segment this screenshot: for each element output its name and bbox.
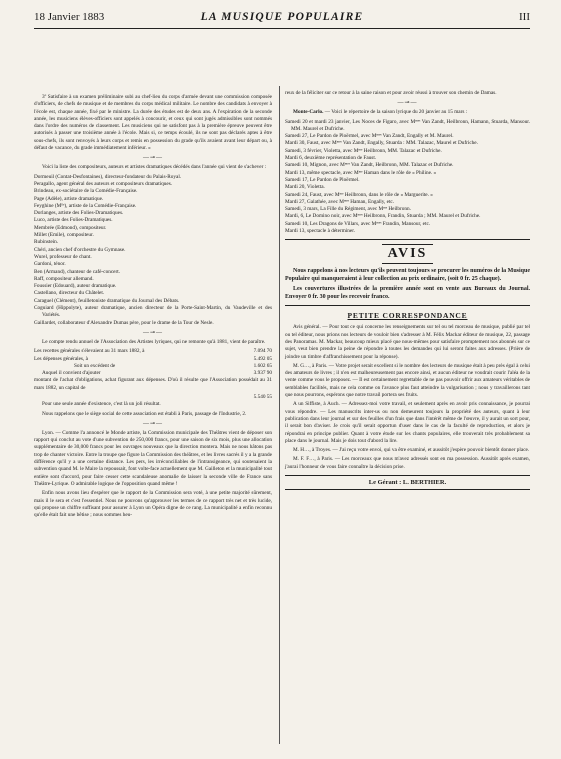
gerant-signature: Le Gérant : L. BERTHIER. [285,475,530,490]
list-item: Castellano, directeur du Châtelet. [34,290,105,297]
obituary-list [34,174,272,327]
list-item: Page (Adèle), artiste dramatique. [34,195,104,202]
account-label: Les dépenses générales, à [34,355,88,362]
account-label: Les recettes générales s'élevaient au 31 mars 1882, à [34,348,145,355]
page-header [34,8,530,29]
list-item: Mardi 13, spectacle à déterminer. [285,228,355,235]
repertoire-list [285,119,530,236]
paragraph: montant de l'achat d'obligations, achat figurant aux dépenses. D'où il résulte que l'Association possédait au 31 mars 1882, un capital de [34,377,272,391]
list-item: Gaillardet, collaborateur d'Alexandre Dumas père, pour le drame de la Tour de Nesle. [34,319,214,326]
account-line [34,356,272,363]
left-column [34,94,272,521]
section-rule [285,305,530,306]
account-label: Soit un excédent de [74,362,116,369]
account-line [34,394,272,401]
page-number: III [519,11,530,23]
list-item: Caraguel (Clément), feuilletoniste dramatique du Journal des Débats. [34,297,180,304]
list-item: Rubinstein. [34,239,59,246]
paragraph: Pour une seule année d'existence, c'est là un joli résultat. [42,401,161,408]
ornament-divider: —⊸— [142,155,164,162]
list-item: Mardi, 6, Le Domino noir, avec Mᵐᵉˢ Heilbronn, Frandin, Stuarda ; MM. Maurel et Dufriche. [285,213,481,220]
account-label: Auquel il convient d'ajouter [42,370,101,377]
correspondence-entry: A un Siffiste, à Auch. — Adressez-moi votre travail, et seulement après en avoir pris connaissance, je pourrai vous répondre. — Les manuscrits inter-us ou non demeurent toujours la propriété des auteurs, quant à leur publication dans leur journal et sur des feuilles d'un frais que dans l'intérêt même de l'œuvre, il y aurait un sort pour, il serait bon d'aviser. Je crois qu'il serait opportun d'user dans le cas de la faculté de reproduction, et alors je répondrai en principe publier. Quant à votre étude sur les chants populaires, elle trouverait très probablement sa place dans le journal. Mais je dois tout d'abord la lire. [285,401,530,444]
section-rule [285,239,530,240]
correspondence-heading: PETITE CORRESPONDANCE [347,311,468,321]
list-item: Feyghine (Mˡˡᵉ), artiste de la Comédie-Française. [34,202,137,209]
correspondence-entry: Avis général. — Pour tout ce qui concerne les renseignements sur tel ou tel morceau de musique, publié par tel ou tel éditeur, nous prions nos lecteurs de vouloir bien s'adresser à M. Félix Mackar éditeur de musique, 22, passage des Panoramas. M. Mackar, beaucoup mieux placé que nous-mêmes pour satisfaire promptement nos abonnés sur ce sujet, veut bien prendre la peine de répondre à toutes les demandes qui lui seront faites aux adresses. (Prière de joindre un timbre d'affranchissement pour la réponse). [285,324,530,360]
list-item: Samedi, 3 mars, La Fille du Régiment, avec Mᵐᵉ Heilbronn. [285,206,411,213]
list-item: Mardi 6, deuxième représentation de Faust. [285,155,377,162]
account-line [34,348,272,355]
list-item: Foussier (Edouard), auteur dramatique. [34,283,117,290]
account-value: 1.602 65 [253,362,272,369]
list-item: Dorlanges, artiste des Folies-Dramatiques. [34,210,124,217]
account-value: 7.094 70 [253,348,272,355]
section-title: Monte-Carlo. [293,109,324,116]
account-value: 3.937 90 [253,370,272,377]
list-item: Millet (Emile), compositeur. [34,232,94,239]
paragraph: Les couvertures illustrées de la première année sont en vente aux Bureaux du Journal. Envoyer 0 fr. 30 pour les recevoir franco. [285,286,530,301]
right-column [285,90,530,490]
list-item: Ben (Armand), chanteur de café-concert. [34,268,120,275]
list-item: Raff, compositeur allemand. [34,275,94,282]
list-item: Samedi, 3 février, Violetta, avec Mᵐᵉ Heilbronn, MM. Talazac et Dufriche. [285,147,442,154]
list-item: Mardi 13, même spectacle, avec Mᵐᵉ Haman dans le rôle de « Philine. » [285,169,437,176]
list-item: Samedi 27, Le Pardon de Ploërmel, avec Mᵐᵉˢ Van Zandt, Engally et M. Maurel. [285,133,454,140]
avis-heading: AVIS [285,244,530,264]
monte-carlo-intro: Monte-Carlo. — Voici le répertoire de la saison lyrique du 20 janvier au 15 mars : [293,109,468,116]
list-item: Samedi 10, Mignon, avec Mᵐᵉˢ Van Zandt, Heilbronn, MM. Talazac et Dufriche. [285,162,454,169]
paragraph: Lyon. — Comme l'a annoncé le Monde artiste, la Commission municipale des Théâtres vient de déposer son rapport qui conclut au vote d'une subvention de 250,000 francs, pour une saison de six mois, plus une allocation supplémentaire de 30,000 francs pour les ouvrages nouveaux que la direction montera. Mais ne nous hâtons pas trop de chanter victoire. Entre la troupe que figure la Commission des théâtres, et les livres sacrés il y a la grande différence qu'il y a une certaine distance. Les pers, les irréconciliables de l'intransigeance, qui soutenaient la subvention quand M. le Maire la repoussait, font volte-face actuellement que M. Gailleton et la municipalité tout entière sont d'accord, pour faire cesser cette scandaleuse anomalie de laisser la seconde ville de France sans Théâtre-Lyrique. O admirable logique de l'opposition quand même ! [34,429,272,487]
paragraph: Le compte rendu annuel de l'Association des Artistes lyriques, qui ne remonte qu'à 1881, vient de paraître. [42,338,266,345]
paragraph: Enfin nous avons lieu d'espérer que le rapport de la Commission sera voté, à une petite majorité sûrement, mais il le sera et c'est l'essentiel. Nous ne pouvons qu'approuver les termes de ce rapport très net et très lucide, qui propose un chiffre suffisant pour assurer à Lyon un Opéra digne de ce rang. La municipalité a enfin reconnu qu'elle était fait une bêtise ; nous sommes heu- [34,490,272,519]
list-item: Samedi 17, Le Pardon de Ploërmel. [285,176,360,183]
list-item: Samedi 20 et mardi 23 janvier, Les Noces de Figaro, avec Mᵐᵉˢ Van Zandt, Heilbronn, Hamann, Stuarda, Mansour. MM. Maurel et Dufriche. [285,118,530,132]
journal-title: LA MUSIQUE POPULAIRE [200,11,364,23]
paragraph: 3º Satisfaire à un examen préliminaire subi au chef-lieu du corps d'armée devant une commission composée d'officiers, de chefs de musique et de membres du corps médical militaire. Le nombre des candidats à envoyer à l'école est, chaque année, fixé par le ministre. La durée des études est de deux ans. A l'expiration de la seconde année, les musiciens élèves-officiers sont appelés à concourir, et ceux qui sont jugés admissibles sont nommés dans l'ordre des numéros de classement. Les musiciens qui ne satisfont pas à la première épreuve peuvent être autorisés à passer une troisième année à l'école. Mais si, ce temps écoulé, ils ne sont pas déclarés aptes à être sous-chefs, ils sont renvoyés à leurs corps et remis en possession du grade qu'ils avaient avant leur départ ou, à défaut de vacance, du grade immédiatement inférieur. » [34,94,272,152]
paragraph: Nous rappelons à nos lecteurs qu'ils peuvent toujours se procurer les numéros de la Musique Populaire qui manqueraient à leur collection au prix ordinaire, (soit 0 fr. 25 chaque). [285,268,530,283]
account-value: 5.540 55 [253,393,272,400]
list-item: Samedi 24, Faust, avec Mᵐᵉ Heilbronn, dans le rôle de « Marguerite. » [285,191,433,198]
paragraph: reux de la féliciter sur ce retour à la saine raison et pour avoir réussi à trouver son chemin de Damas. [285,90,497,96]
list-item: Samedi 10, Les Dragons de Villars, avec Mᵐᵉˢ Frandin, Mansour, etc. [285,220,431,227]
list-item: Chéri, ancien chef d'orchestre du Gymnase. [34,246,126,253]
paragraph: Voici la liste des compositeurs, auteurs et artistes dramatiques décédés dans l'année qui vient de s'achever : [42,164,267,171]
ornament-divider: —⊸— [397,100,418,107]
column-divider [279,86,280,744]
ornament-divider: —⊸— [142,329,164,336]
correspondence-entry: M. H…, à Troyes. — J'ai reçu votre envoi, qui va être examiné, et aussitôt j'espère pouvoir bientôt donner place. [293,447,530,454]
list-item: Coguiard (Hippolyte), auteur dramatique, ancien directeur de la Porte-Saint-Martin, du Vaudeville et des Variétés. [34,305,272,319]
ornament-divider: —⊸— [142,420,164,427]
account-line [34,363,272,370]
list-item: Mardi 27, Galathée, avec Mᵐᵉˢ Haman, Engally, etc. [285,198,395,205]
correspondence-entry: M. G…, à Paris. — Votre projet serait excellent si le nombre des lecteurs de musique était à peu près égal à celui des amateurs de livres ; il n'en est malheureusement pas encore ainsi, et aucun éditeur ne voudrait courir l'aléa de la vente comme vous le proposez. — Il est certainement regrettable de ne pas pouvoir offrir aux amateurs véritables de semblables facilités, mais ne cela comme on l'avance plus faut atteindre la vulgarisation ; nous y travaillerons tant que nous pourrons, espérons que notre travail portera ses fruits. [285,362,530,399]
list-item: Mardi 30, Faust, avec Mᵐᵉˢ Van Zandt, Engally, Stuarda : MM. Talazac, Maurel et Dufriche. [285,140,478,147]
list-item: Mardi 20, Violetta. [285,184,325,191]
correspondence-entry: M. F. F…, à Paris. — Les morceaux que nous m'avez adressés sont en ma possession. Aussitôt après examen, j'aurai l'honneur de vous faire connaître la décision prise. [285,456,530,470]
list-item: Luco, artiste des Folies-Dramatiques. [34,217,113,224]
list-item: Brindeau, ex-sociétaire de la Comédie-Française. [34,188,138,195]
list-item: Wurel, professeur de chant. [34,253,92,260]
list-item: Gardoni, ténor. [34,261,66,268]
list-item: Peragallo, agent général des auteurs et compositeurs dramatiques. [34,180,173,187]
account-value: 5.492 05 [253,355,272,362]
list-item: Membrée (Edmond), compositeur. [34,224,107,231]
list-item: Dormeuil (Contat-Desfontaines), directeur-fondateur du Palais-Royal. [34,173,182,180]
issue-date: 18 Janvier 1883 [34,11,105,23]
paragraph: Nous rappelons que le siège social de cette association est établi à Paris, passage de l'Industrie, 2. [42,410,247,417]
